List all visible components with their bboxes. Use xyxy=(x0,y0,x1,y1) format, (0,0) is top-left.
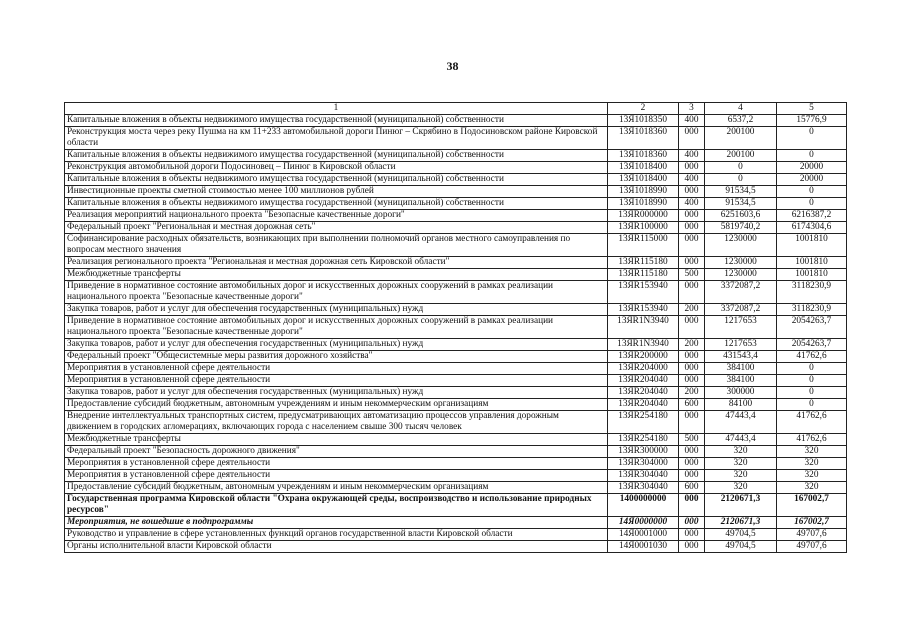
table-row xyxy=(65,234,847,257)
row-vr-cell: 000 xyxy=(679,186,705,198)
table-row xyxy=(65,210,847,222)
row-code-cell: 13ЯR100000 xyxy=(608,222,679,234)
header-cell-vr: 3 xyxy=(679,103,705,115)
row-code-cell: 13Я1018990 xyxy=(608,198,679,210)
row-vr-cell: 000 xyxy=(679,517,705,529)
header-cell-name: 1 xyxy=(65,103,608,115)
table-row xyxy=(65,269,847,281)
row-value-2022-cell: 5819740,2 xyxy=(705,222,777,234)
row-name-cell: Мероприятия, не вошедшие в подпрограммы xyxy=(65,517,608,529)
table-row xyxy=(65,399,847,411)
row-code-cell: 13ЯR204000 xyxy=(608,363,679,375)
row-vr-cell: 400 xyxy=(679,115,705,127)
row-vr-cell: 200 xyxy=(679,304,705,316)
row-value-2022-cell: 6537,2 xyxy=(705,115,777,127)
row-value-2023-cell: 1001810 xyxy=(777,234,847,257)
row-code-cell: 13Я1018360 xyxy=(608,127,679,150)
row-name-cell: Приведение в нормативное состояние автомобильных дорог и искусственных дорожных сооружений в рамках реализации национального проекта "Безопасные качественные дороги" xyxy=(65,316,608,339)
row-value-2022-cell: 320 xyxy=(705,482,777,494)
table-row xyxy=(65,529,847,541)
row-value-2023-cell: 0 xyxy=(777,186,847,198)
row-value-2022-cell: 6251603,6 xyxy=(705,210,777,222)
row-value-2022-cell: 1230000 xyxy=(705,269,777,281)
row-value-2022-cell: 1230000 xyxy=(705,234,777,257)
row-value-2022-cell: 3372087,2 xyxy=(705,281,777,304)
row-name-cell: Закупка товаров, работ и услуг для обеспечения государственных (муниципальных) нужд xyxy=(65,387,608,399)
table-row xyxy=(65,339,847,351)
row-vr-cell: 000 xyxy=(679,316,705,339)
table-row xyxy=(65,470,847,482)
row-value-2022-cell: 1217653 xyxy=(705,339,777,351)
row-code-cell: 13Я1018350 xyxy=(608,115,679,127)
row-code-cell: 13ЯR204040 xyxy=(608,375,679,387)
row-value-2022-cell: 200100 xyxy=(705,150,777,162)
row-vr-cell: 000 xyxy=(679,234,705,257)
row-value-2022-cell: 431543,4 xyxy=(705,351,777,363)
row-value-2023-cell: 0 xyxy=(777,127,847,150)
row-name-cell: Капитальные вложения в объекты недвижимого имущества государственной (муниципальной) собственности xyxy=(65,198,608,210)
row-code-cell: 13ЯR200000 xyxy=(608,351,679,363)
table-row xyxy=(65,458,847,470)
row-code-cell: 13ЯR115000 xyxy=(608,234,679,257)
row-vr-cell: 000 xyxy=(679,222,705,234)
row-vr-cell: 400 xyxy=(679,174,705,186)
row-value-2022-cell: 320 xyxy=(705,470,777,482)
row-value-2023-cell: 49707,6 xyxy=(777,541,847,553)
row-name-cell: Софинансирование расходных обязательств, возникающих при выполнении полномочий органов местного самоуправления по вопросам местного значения xyxy=(65,234,608,257)
row-code-cell: 13ЯR254180 xyxy=(608,434,679,446)
table-row xyxy=(65,494,847,517)
row-value-2023-cell: 49707,6 xyxy=(777,529,847,541)
row-code-cell: 1400000000 xyxy=(608,494,679,517)
row-code-cell: 13ЯR1N3940 xyxy=(608,339,679,351)
row-code-cell: 14Я0001000 xyxy=(608,529,679,541)
row-code-cell: 13ЯR300000 xyxy=(608,446,679,458)
row-value-2023-cell: 15776,9 xyxy=(777,115,847,127)
row-code-cell: 13ЯR000000 xyxy=(608,210,679,222)
row-value-2022-cell: 47443,4 xyxy=(705,411,777,434)
table-row xyxy=(65,127,847,150)
table-row xyxy=(65,222,847,234)
page-number: 38 xyxy=(446,59,459,73)
row-vr-cell: 200 xyxy=(679,387,705,399)
row-value-2022-cell: 49704,5 xyxy=(705,529,777,541)
row-vr-cell: 600 xyxy=(679,482,705,494)
row-value-2022-cell: 1230000 xyxy=(705,257,777,269)
row-name-cell: Межбюджетные трансферты xyxy=(65,434,608,446)
row-name-cell: Федеральный проект "Общесистемные меры развития дорожного хозяйства" xyxy=(65,351,608,363)
row-name-cell: Межбюджетные трансферты xyxy=(65,269,608,281)
table-row xyxy=(65,351,847,363)
row-value-2023-cell: 6216387,2 xyxy=(777,210,847,222)
row-name-cell: Капитальные вложения в объекты недвижимого имущества государственной (муниципальной) собственности xyxy=(65,150,608,162)
row-vr-cell: 400 xyxy=(679,198,705,210)
table-row xyxy=(65,281,847,304)
row-name-cell: Закупка товаров, работ и услуг для обеспечения государственных (муниципальных) нужд xyxy=(65,339,608,351)
row-value-2022-cell: 384100 xyxy=(705,363,777,375)
table-row xyxy=(65,150,847,162)
row-value-2023-cell: 320 xyxy=(777,482,847,494)
row-name-cell: Предоставление субсидий бюджетным, автономным учреждениям и иным некоммерческим организациям xyxy=(65,399,608,411)
row-name-cell: Федеральный проект "Безопасность дорожного движения" xyxy=(65,446,608,458)
row-code-cell: 13ЯR115180 xyxy=(608,257,679,269)
row-value-2023-cell: 41762,6 xyxy=(777,434,847,446)
row-vr-cell: 500 xyxy=(679,269,705,281)
row-vr-cell: 000 xyxy=(679,375,705,387)
table-row xyxy=(65,434,847,446)
row-vr-cell: 000 xyxy=(679,257,705,269)
row-vr-cell: 600 xyxy=(679,399,705,411)
row-name-cell: Государственная программа Кировской области "Охрана окружающей среды, воспроизводство и использование природных ресурсов" xyxy=(65,494,608,517)
row-vr-cell: 000 xyxy=(679,127,705,150)
row-vr-cell: 000 xyxy=(679,162,705,174)
row-value-2022-cell: 300000 xyxy=(705,387,777,399)
row-value-2023-cell: 0 xyxy=(777,375,847,387)
row-name-cell: Мероприятия в установленной сфере деятельности xyxy=(65,458,608,470)
row-vr-cell: 400 xyxy=(679,150,705,162)
row-value-2022-cell: 84100 xyxy=(705,399,777,411)
row-code-cell: 14Я0001030 xyxy=(608,541,679,553)
row-value-2023-cell: 320 xyxy=(777,470,847,482)
row-code-cell: 13ЯR153940 xyxy=(608,304,679,316)
row-code-cell: 13ЯR304000 xyxy=(608,458,679,470)
row-name-cell: Руководство и управление в сфере установленных функций органов государственной власти Кировской области xyxy=(65,529,608,541)
row-vr-cell: 000 xyxy=(679,529,705,541)
row-code-cell: 13Я1018400 xyxy=(608,174,679,186)
table-row xyxy=(65,304,847,316)
row-name-cell: Органы исполнительной власти Кировской области xyxy=(65,541,608,553)
row-value-2023-cell: 0 xyxy=(777,363,847,375)
row-value-2022-cell: 1217653 xyxy=(705,316,777,339)
row-value-2023-cell: 1001810 xyxy=(777,269,847,281)
table-row xyxy=(65,446,847,458)
row-value-2023-cell: 41762,6 xyxy=(777,351,847,363)
table-row xyxy=(65,316,847,339)
row-value-2023-cell: 3118230,9 xyxy=(777,281,847,304)
row-value-2022-cell: 91534,5 xyxy=(705,198,777,210)
row-name-cell: Инвестиционные проекты сметной стоимостью менее 100 миллионов рублей xyxy=(65,186,608,198)
row-value-2023-cell: 0 xyxy=(777,399,847,411)
row-name-cell: Закупка товаров, работ и услуг для обеспечения государственных (муниципальных) нужд xyxy=(65,304,608,316)
row-vr-cell: 500 xyxy=(679,434,705,446)
table-row xyxy=(65,541,847,553)
row-value-2023-cell: 1001810 xyxy=(777,257,847,269)
row-code-cell: 13ЯR204040 xyxy=(608,387,679,399)
table-row xyxy=(65,411,847,434)
row-value-2023-cell: 320 xyxy=(777,446,847,458)
row-name-cell: Мероприятия в установленной сфере деятельности xyxy=(65,375,608,387)
row-value-2022-cell: 2120671,3 xyxy=(705,517,777,529)
row-value-2023-cell: 2054263,7 xyxy=(777,316,847,339)
header-cell-2022: 4 xyxy=(705,103,777,115)
row-name-cell: Реконструкция моста через реку Пушма на км 11+233 автомобильной дороги Пинюг – Скрябино в Подосиновском районе Кировской области xyxy=(65,127,608,150)
row-code-cell: 13ЯR115180 xyxy=(608,269,679,281)
row-code-cell: 13Я1018990 xyxy=(608,186,679,198)
row-name-cell: Приведение в нормативное состояние автомобильных дорог и искусственных дорожных сооружений в рамках реализации национального проекта "Безопасные качественные дороги" xyxy=(65,281,608,304)
row-name-cell: Реконструкция автомобильной дороги Подосиновец – Пинюг в Кировской области xyxy=(65,162,608,174)
row-code-cell: 13ЯR204040 xyxy=(608,399,679,411)
row-value-2023-cell: 0 xyxy=(777,150,847,162)
row-value-2022-cell: 3372087,2 xyxy=(705,304,777,316)
row-name-cell: Мероприятия в установленной сфере деятельности xyxy=(65,470,608,482)
row-value-2023-cell: 0 xyxy=(777,387,847,399)
header-row xyxy=(65,103,847,115)
row-value-2023-cell: 3118230,9 xyxy=(777,304,847,316)
row-code-cell: 13Я1018400 xyxy=(608,162,679,174)
row-value-2023-cell: 20000 xyxy=(777,162,847,174)
row-code-cell: 13Я1018360 xyxy=(608,150,679,162)
row-name-cell: Реализация регионального проекта "Региональная и местная дорожная сеть Кировской области" xyxy=(65,257,608,269)
row-vr-cell: 200 xyxy=(679,339,705,351)
row-vr-cell: 000 xyxy=(679,541,705,553)
row-name-cell: Капитальные вложения в объекты недвижимого имущества государственной (муниципальной) собственности xyxy=(65,174,608,186)
row-value-2022-cell: 47443,4 xyxy=(705,434,777,446)
row-value-2022-cell: 0 xyxy=(705,174,777,186)
budget-table xyxy=(64,102,847,553)
row-name-cell: Предоставление субсидий бюджетным, автономным учреждениям и иным некоммерческим организациям xyxy=(65,482,608,494)
table-row xyxy=(65,363,847,375)
row-value-2022-cell: 91534,5 xyxy=(705,186,777,198)
row-value-2022-cell: 384100 xyxy=(705,375,777,387)
row-vr-cell: 000 xyxy=(679,470,705,482)
row-value-2023-cell: 20000 xyxy=(777,174,847,186)
row-code-cell: 13ЯR1N3940 xyxy=(608,316,679,339)
table-row xyxy=(65,186,847,198)
row-vr-cell: 000 xyxy=(679,494,705,517)
row-value-2023-cell: 6174304,6 xyxy=(777,222,847,234)
row-vr-cell: 000 xyxy=(679,281,705,304)
row-value-2023-cell: 2054263,7 xyxy=(777,339,847,351)
table-row xyxy=(65,115,847,127)
row-vr-cell: 000 xyxy=(679,411,705,434)
row-value-2022-cell: 320 xyxy=(705,458,777,470)
row-name-cell: Мероприятия в установленной сфере деятельности xyxy=(65,363,608,375)
header-cell-code: 2 xyxy=(608,103,679,115)
row-value-2023-cell: 167002,7 xyxy=(777,494,847,517)
row-vr-cell: 000 xyxy=(679,210,705,222)
row-value-2022-cell: 200100 xyxy=(705,127,777,150)
row-code-cell: 14Я0000000 xyxy=(608,517,679,529)
header-cell-2023: 5 xyxy=(777,103,847,115)
row-name-cell: Капитальные вложения в объекты недвижимого имущества государственной (муниципальной) собственности xyxy=(65,115,608,127)
row-value-2022-cell: 49704,5 xyxy=(705,541,777,553)
row-value-2023-cell: 41762,6 xyxy=(777,411,847,434)
row-code-cell: 13ЯR304040 xyxy=(608,470,679,482)
row-name-cell: Внедрение интеллектуальных транспортных систем, предусматривающих автоматизацию процессов управления дорожным движением в городских агломерациях, включающих города с населением свыше 300 тысяч человек xyxy=(65,411,608,434)
row-name-cell: Федеральный проект "Региональная и местная дорожная сеть" xyxy=(65,222,608,234)
row-value-2023-cell: 0 xyxy=(777,198,847,210)
row-code-cell: 13ЯR254180 xyxy=(608,411,679,434)
table-row xyxy=(65,482,847,494)
table-row xyxy=(65,387,847,399)
row-code-cell: 13ЯR153940 xyxy=(608,281,679,304)
table-row xyxy=(65,162,847,174)
table-row xyxy=(65,257,847,269)
row-vr-cell: 000 xyxy=(679,351,705,363)
row-value-2023-cell: 167002,7 xyxy=(777,517,847,529)
row-name-cell: Реализация мероприятий национального проекта "Безопасные качественные дороги" xyxy=(65,210,608,222)
row-vr-cell: 000 xyxy=(679,363,705,375)
row-value-2022-cell: 2120671,3 xyxy=(705,494,777,517)
table-row xyxy=(65,174,847,186)
row-value-2022-cell: 0 xyxy=(705,162,777,174)
row-value-2022-cell: 320 xyxy=(705,446,777,458)
row-vr-cell: 000 xyxy=(679,458,705,470)
row-code-cell: 13ЯR304040 xyxy=(608,482,679,494)
row-value-2023-cell: 320 xyxy=(777,458,847,470)
table-row xyxy=(65,198,847,210)
table-row xyxy=(65,375,847,387)
row-vr-cell: 000 xyxy=(679,446,705,458)
table-row xyxy=(65,517,847,529)
